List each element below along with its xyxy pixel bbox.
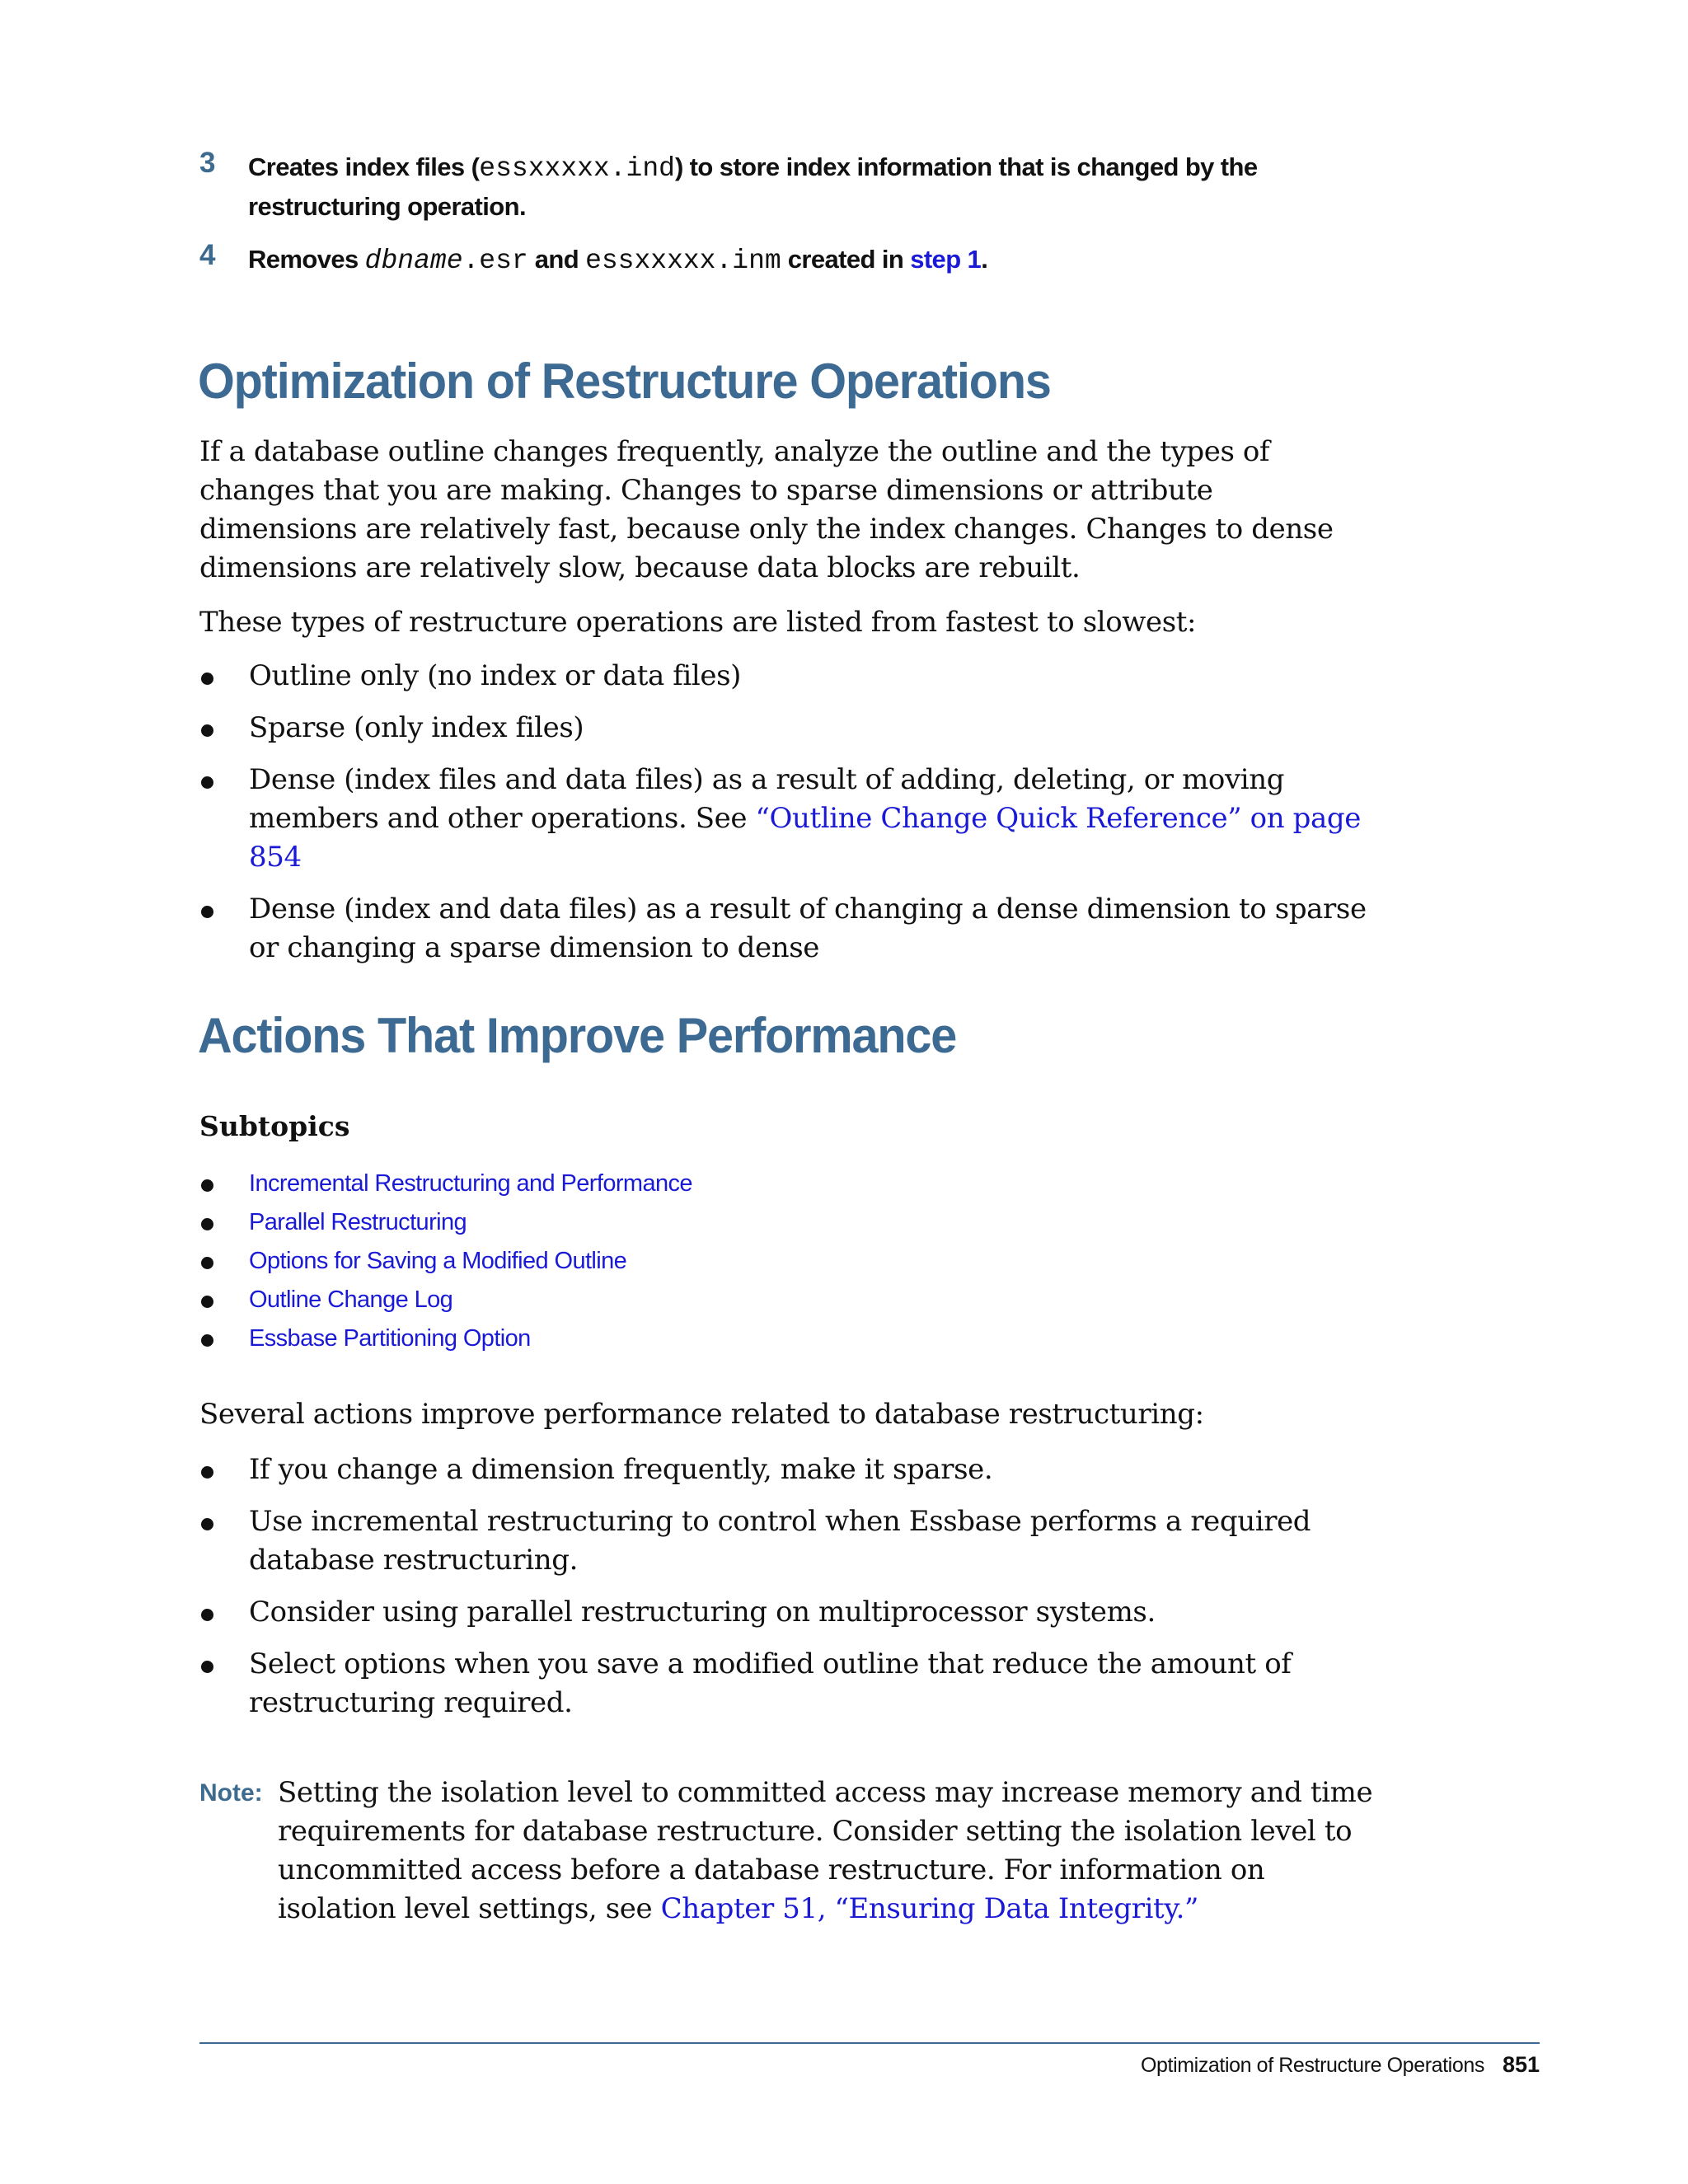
page-number: 851: [1502, 2052, 1540, 2077]
bullet-icon: [201, 673, 213, 685]
section-heading-actions: Actions That Improve Performance: [198, 1008, 957, 1063]
list-item: Select options when you save a modified outline that reduce the amount of restructuring required.: [199, 1645, 1370, 1722]
subtopic-item: [199, 1242, 1189, 1281]
bullet-icon: [201, 906, 213, 918]
step-3: [199, 148, 1370, 226]
bullet-icon: [201, 776, 213, 789]
code-filename: dbname.esr: [364, 246, 528, 276]
list-item: Outline only (no index or data files): [199, 657, 1370, 696]
step-text: Creates index files (essxxxxx.ind) to store index information that is changed by the restructuring operation.: [248, 152, 1258, 221]
note-label: Note:: [199, 1779, 263, 1807]
footer-section-title: Optimization of Restructure Operations: [1141, 2054, 1484, 2077]
step-1-link[interactable]: step 1: [910, 245, 982, 274]
subtopic-link[interactable]: Options for Saving a Modified Outline: [249, 1248, 627, 1274]
code-filename: essxxxxx.ind: [479, 153, 675, 184]
subtopic-item: [199, 1165, 1189, 1203]
step-number: 4: [199, 239, 216, 271]
step-4: [199, 241, 1370, 280]
list-item: Dense (index and data files) as a result of changing a dense dimension to sparse or changing a sparse dimension to dense: [199, 890, 1370, 968]
step-text: Removes dbname.esr and essxxxxx.inm created in step 1.: [248, 245, 988, 276]
list-item: If you change a dimension frequently, make it sparse.: [199, 1451, 1370, 1489]
paragraph-actions-intro: Several actions improve performance related to database restructuring:: [199, 1398, 1204, 1431]
bullet-icon: [201, 1296, 213, 1308]
footer-divider: [199, 2042, 1540, 2044]
subtopic-item: [199, 1319, 1189, 1358]
chapter-51-link[interactable]: Chapter 51, “Ensuring Data Integrity.”: [660, 1892, 1198, 1925]
bullet-icon: [201, 1334, 213, 1347]
paragraph-intro: If a database outline changes frequently, analyze the outline and the types of changes that you are making. Changes to sparse dimensions or attribute dimensions are relatively fast, because only the index changes. Changes to dense dimensions are relatively slow, because data blocks are rebuilt.: [199, 435, 1334, 584]
bullet-icon: [201, 1218, 213, 1230]
step-number: 3: [199, 147, 216, 179]
bullet-icon: [201, 1257, 213, 1269]
section-heading-optimization: Optimization of Restructure Operations: [198, 354, 1051, 409]
subtopics-label: Subtopics: [199, 1110, 350, 1142]
bullet-icon: [201, 1179, 213, 1192]
subtopic-link[interactable]: Parallel Restructuring: [249, 1209, 467, 1235]
code-filename: essxxxxx.inm: [585, 246, 781, 276]
list-item: Dense (index files and data files) as a result of adding, deleting, or moving members and other operations. See “Outline Change Quick Reference” on page 854: [199, 761, 1370, 877]
subtopic-link[interactable]: Essbase Partitioning Option: [249, 1325, 531, 1352]
list-item: Sparse (only index files): [199, 709, 1370, 748]
note-text: Setting the isolation level to committed access may increase memory and time requirements for database restructure. Consider setting the isolation level to uncommitted access before a database restructure. For information on isolation level settings, see Chapter 51, “Ensuring Data Integrity.”: [278, 1776, 1373, 1925]
bullet-icon: [201, 1661, 213, 1673]
note-block: [199, 1774, 1386, 1929]
subtopic-item: [199, 1203, 1189, 1242]
paragraph-list-intro: These types of restructure operations are listed from fastest to slowest:: [199, 606, 1197, 639]
bullet-icon: [201, 1609, 213, 1621]
bullet-icon: [201, 1466, 213, 1479]
subtopic-link[interactable]: Incremental Restructuring and Performance: [249, 1170, 692, 1197]
subtopic-item: [199, 1281, 1189, 1319]
outline-change-reference-link[interactable]: “Outline Change Quick Reference” on page 854: [249, 802, 1361, 874]
subtopic-link[interactable]: Outline Change Log: [249, 1286, 453, 1313]
actions-list: [199, 1451, 1370, 1736]
page-footer: [1141, 2052, 1540, 2078]
bullet-icon: [201, 1518, 213, 1530]
list-item: Consider using parallel restructuring on multiprocessor systems.: [199, 1593, 1370, 1632]
subtopics-list: [199, 1165, 1189, 1358]
restructure-types-list: [199, 657, 1370, 981]
list-item: Use incremental restructuring to control when Essbase performs a required database restructuring.: [199, 1502, 1370, 1580]
bullet-icon: [201, 724, 213, 737]
